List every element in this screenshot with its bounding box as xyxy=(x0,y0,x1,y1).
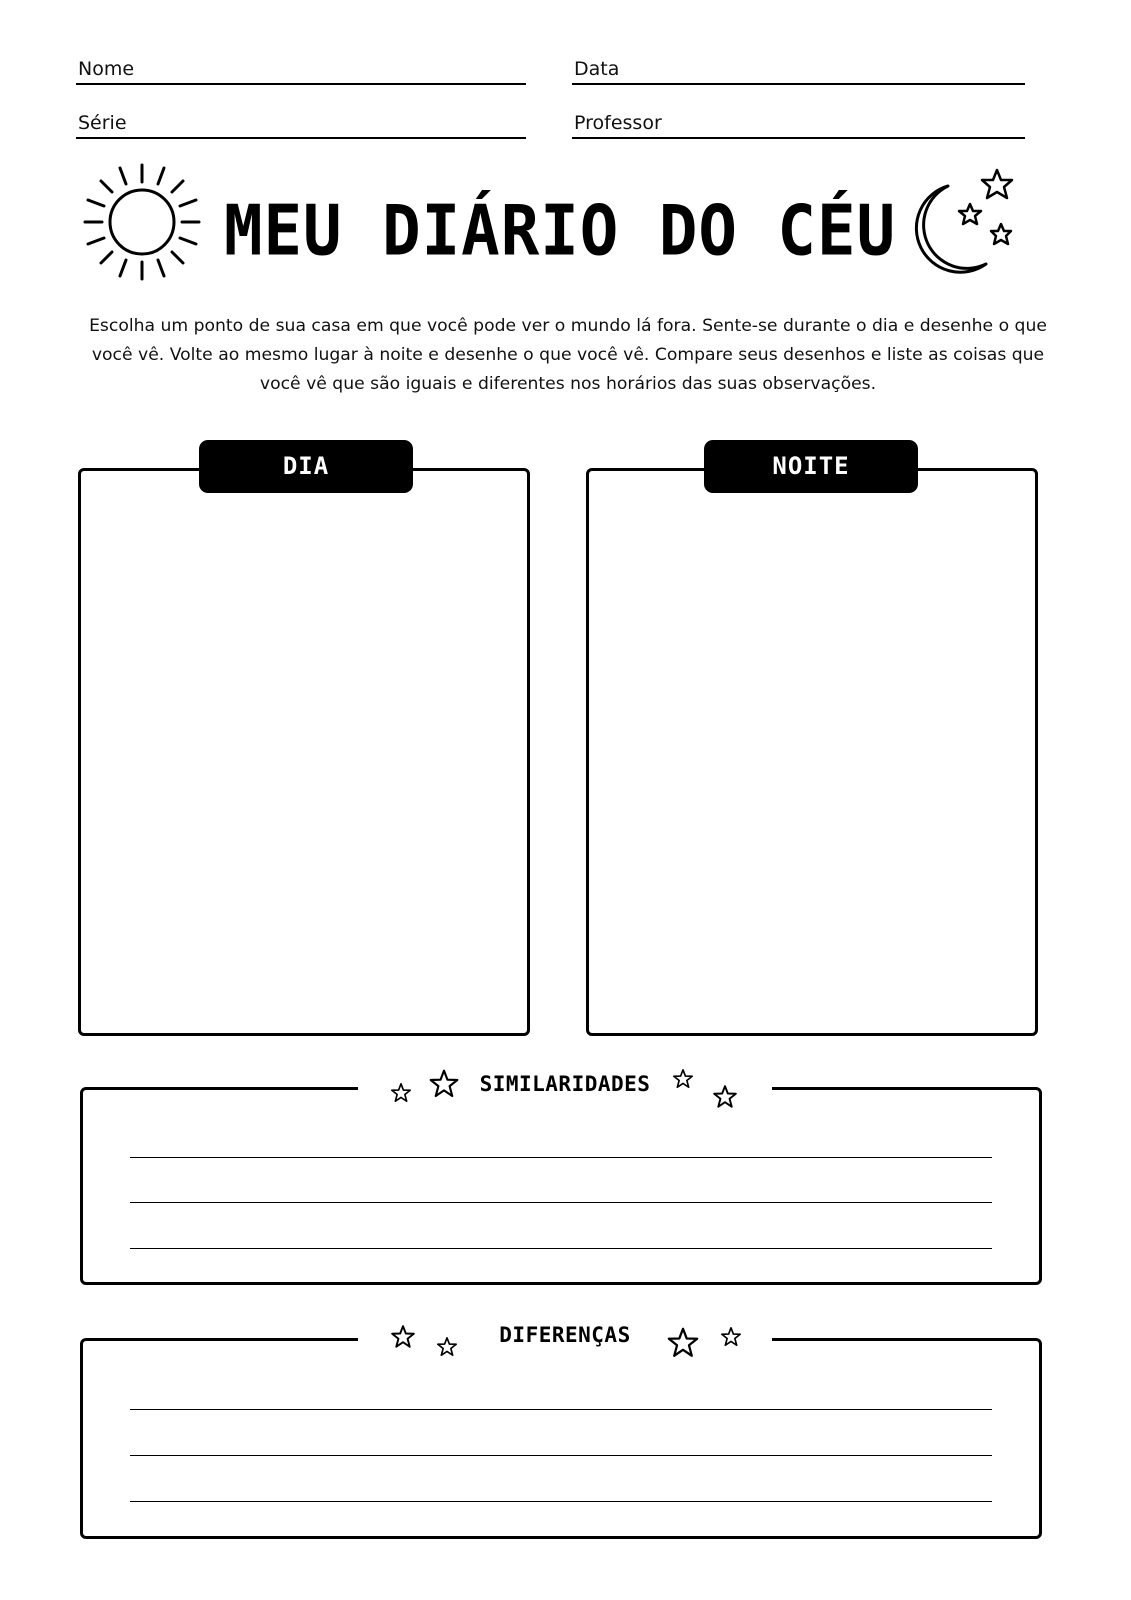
name-field[interactable] xyxy=(76,57,526,85)
sun-icon xyxy=(82,162,202,282)
day-drawing-area[interactable] xyxy=(78,468,530,1036)
day-label: DIA xyxy=(199,440,413,493)
teacher-label: Professor xyxy=(574,112,662,134)
name-label: Nome xyxy=(78,58,135,80)
differences-line[interactable] xyxy=(130,1501,992,1502)
star-icon xyxy=(390,1324,416,1350)
star-icon xyxy=(672,1068,694,1090)
star-icon xyxy=(666,1326,700,1360)
star-icon xyxy=(712,1084,738,1110)
differences-line[interactable] xyxy=(130,1455,992,1456)
teacher-field[interactable] xyxy=(572,111,1025,139)
night-label: NOITE xyxy=(704,440,918,493)
similarities-box xyxy=(80,1087,1042,1285)
similarities-line[interactable] xyxy=(130,1157,992,1158)
similarities-line[interactable] xyxy=(130,1202,992,1203)
date-field[interactable] xyxy=(572,57,1025,85)
night-drawing-area[interactable] xyxy=(586,468,1038,1036)
star-icon xyxy=(436,1336,458,1358)
differences-line[interactable] xyxy=(130,1409,992,1410)
page-title: MEU DIÁRIO DO CÉU xyxy=(223,192,897,272)
differences-box xyxy=(80,1338,1042,1539)
similarities-title: SIMILARIDADES xyxy=(479,1072,651,1096)
star-icon xyxy=(428,1068,460,1100)
grade-label: Série xyxy=(78,112,127,134)
instructions-text: Escolha um ponto de sua casa em que você pode ver o mundo lá fora. Sente-se durante o dia e desenhe o que você vê. Volte ao mesmo lugar à noite e desenhe o que você vê. Compare seus desenhos e liste as coisas que você vê que são iguais e diferentes nos horários das suas observações. xyxy=(89,316,1047,394)
date-label: Data xyxy=(574,58,620,80)
differences-title: DIFERENÇAS xyxy=(499,1323,631,1347)
grade-field[interactable] xyxy=(76,111,526,139)
moon-with-stars-icon xyxy=(900,164,1030,284)
star-icon xyxy=(390,1082,412,1104)
similarities-line[interactable] xyxy=(130,1248,992,1249)
star-icon xyxy=(720,1326,742,1348)
